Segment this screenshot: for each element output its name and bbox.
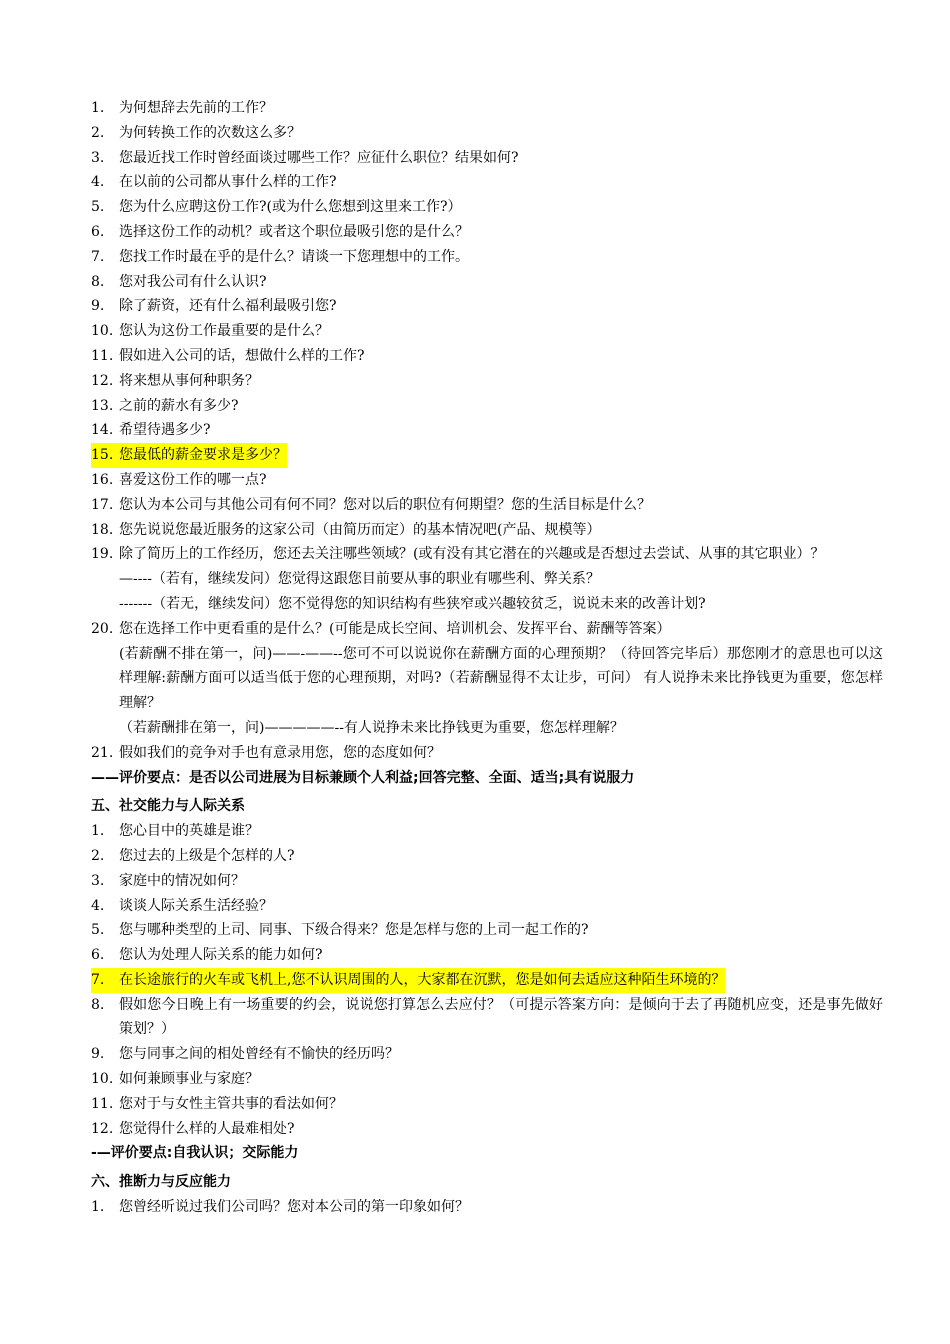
item-number: 6. [91,223,105,240]
item-followup: —----（若有，继续发问）您觉得这跟您目前要从事的职业有哪些利、弊关系？ [119,571,600,588]
list-item [91,394,883,419]
item-number: 1. [91,823,105,840]
item-text: 为何转换工作的次数这么多？ [119,124,301,141]
item-text: 您觉得什么样的人最难相处? [119,1120,295,1137]
item-text: 假如进入公司的话，想做什么样的工作? [119,347,365,364]
item-number: 11. [91,347,114,364]
item-text: 喜爱这份工作的哪一点? [119,471,267,488]
list-item [91,869,883,894]
item-text: 家庭中的情况如何？ [119,872,245,889]
item-number: 13. [91,397,114,414]
item-number: 12. [91,372,114,389]
list-item [91,468,883,493]
item-text: 为何想辞去先前的工作？ [119,100,273,116]
item-text: 之前的薪水有多少? [119,397,239,414]
list-item [91,993,883,1043]
list-item [91,617,883,642]
list-item [91,1042,883,1067]
item-text: 您心目中的英雄是谁？ [119,823,259,840]
item-number: 20. [91,620,114,637]
list-item [91,542,883,567]
list-item [91,819,883,844]
item-text: 假如您今日晚上有一场重要的约会，说说您打算怎么去应付？（可提示答案方向：是倾向于去了再随机应变，还是事先做好策划？） [119,996,883,1038]
list-item [91,170,883,195]
item-text: 假如我们的竞争对手也有意录用您，您的态度如何？ [119,744,441,761]
item-number: 17. [91,496,114,513]
evaluation-note: -—评价要点:自我认识；交际能力 [91,1145,299,1162]
list-item [91,369,883,394]
item-number: 14. [91,422,114,439]
item-number: 3. [91,872,105,889]
item-text: 除了薪资，还有什么福利最吸引您? [119,298,337,315]
item-number: 2. [91,847,105,864]
item-text: 您对于与女性主管共事的看法如何？ [119,1095,343,1112]
item-number: 3. [91,149,105,166]
item-text: 您对我公司有什么认识? [119,273,267,290]
item-number: 12. [91,1120,114,1137]
item-followup: -------（若无，继续发问）您不觉得您的知识结构有些狭窄或兴趣较贫乏，说说未来的改善计划? [119,595,706,612]
item-number: 5. [91,199,105,216]
item-number: 5. [91,922,105,939]
item-followup: (若薪酬不排在第一，问)——-——--您可不可以说说你在薪酬方面的心理预期？（待回答完毕后）那您刚才的意思也可以这样理解:薪酬方面可以适当低于您的心理预期，对吗?（若薪酬显得不太让步，可问） 有人说挣未来比挣钱更为重要，您怎样理解？ [119,645,883,712]
item-text: 您先说说您最近服务的这家公司（由简历而定）的基本情况吧(产品、规模等） [119,521,601,538]
document-content [91,96,883,1220]
item-number: 6. [91,947,105,964]
item-number: 9. [91,1046,105,1063]
item-text: 除了简历上的工作经历，您还去关注哪些领域？(或有没有其它潜在的兴趣或是否想过去尝试、从事的其它职业）？ [119,546,825,563]
list-item [91,741,883,766]
item-number: 2. [91,124,105,141]
list-item [91,844,883,869]
item-text: 在以前的公司都从事什么样的工作? [119,174,337,191]
list-item [91,195,883,220]
item-number: 1. [91,1199,105,1216]
list-item [91,319,883,344]
list-item [91,1067,883,1092]
list-item [91,1195,883,1220]
evaluation-note: ——评价要点：是否以公司进展为目标兼顾个人利益;回答完整、全面、适当;具有说服力 [91,769,635,786]
list-item [91,121,883,146]
item-text: 希望待遇多少? [119,422,211,439]
item-number: 8. [91,273,105,290]
list-item-highlighted [91,443,883,468]
item-number: 10. [91,1071,114,1088]
item-number: 4. [91,174,105,191]
item-text: 将来想从事何种职务？ [119,372,259,389]
item-text: 您认为处理人际关系的能力如何? [119,947,323,964]
item-text: 您认为这份工作最重要的是什么？ [119,323,329,340]
list-item [91,518,883,543]
item-number: 21. [91,744,114,761]
list-item [91,894,883,919]
list-item [91,418,883,443]
item-text: 您过去的上级是个怎样的人? [119,847,295,864]
item-text: 您最低的薪金要求是多少？ [119,447,287,464]
section-title: 六、推断力与反应能力 [91,1174,231,1191]
list-item [91,294,883,319]
item-text: 您与同事之间的相处曾经有不愉快的经历吗？ [119,1046,399,1063]
item-number: 11. [91,1095,114,1112]
item-number: 1. [91,100,105,116]
item-text: 如何兼顾事业与家庭？ [119,1071,259,1088]
item-text: 在长途旅行的火车或飞机上,您不认识周围的人，大家都在沉默，您是如何去适应这种陌生环境的？ [119,971,726,988]
item-number: 18. [91,521,114,538]
item-text: 选择这份工作的动机？或者这个职位最吸引您的是什么？ [119,223,469,240]
list-item [91,344,883,369]
item-number: 9. [91,298,105,315]
item-number: 7. [91,971,105,988]
list-item-highlighted [91,968,883,993]
item-number: 19. [91,546,114,563]
list-item [91,943,883,968]
list-item [91,220,883,245]
list-item [91,1092,883,1117]
item-number: 15. [91,447,114,464]
item-text: 谈谈人际关系生活经验？ [119,897,273,914]
list-item [91,918,883,943]
item-text: 您与哪种类型的上司、同事、下级合得来？您是怎样与您的上司一起工作的? [119,922,589,939]
item-number: 4. [91,897,105,914]
item-text: 您认为本公司与其他公司有何不同？您对以后的职位有何期望？您的生活目标是什么？ [119,496,651,513]
list-item [91,245,883,270]
item-text: 您曾经听说过我们公司吗？您对本公司的第一印象如何？ [119,1199,469,1216]
list-item [91,493,883,518]
item-number: 16. [91,471,114,488]
list-item [91,96,883,121]
item-text: 您最近找工作时曾经面谈过哪些工作？应征什么职位？结果如何? [119,149,519,166]
list-item [91,146,883,171]
list-item [91,1117,883,1142]
section-title: 五、社交能力与人际关系 [91,798,245,815]
list-item [91,270,883,295]
item-text: 您找工作时最在乎的是什么？请谈一下您理想中的工作。 [119,248,469,265]
item-text: 您在选择工作中更看重的是什么？(可能是成长空间、培训机会、发挥平台、薪酬等答案） [119,620,671,637]
item-number: 8. [91,996,105,1013]
item-text: 您为什么应聘这份工作?(或为什么您想到这里来工作?） [119,199,462,216]
item-followup: （若薪酬排在第一，问)—————--有人说挣未来比挣钱更为重要，您怎样理解？ [119,719,624,736]
item-number: 7. [91,248,105,265]
item-number: 10. [91,323,114,340]
